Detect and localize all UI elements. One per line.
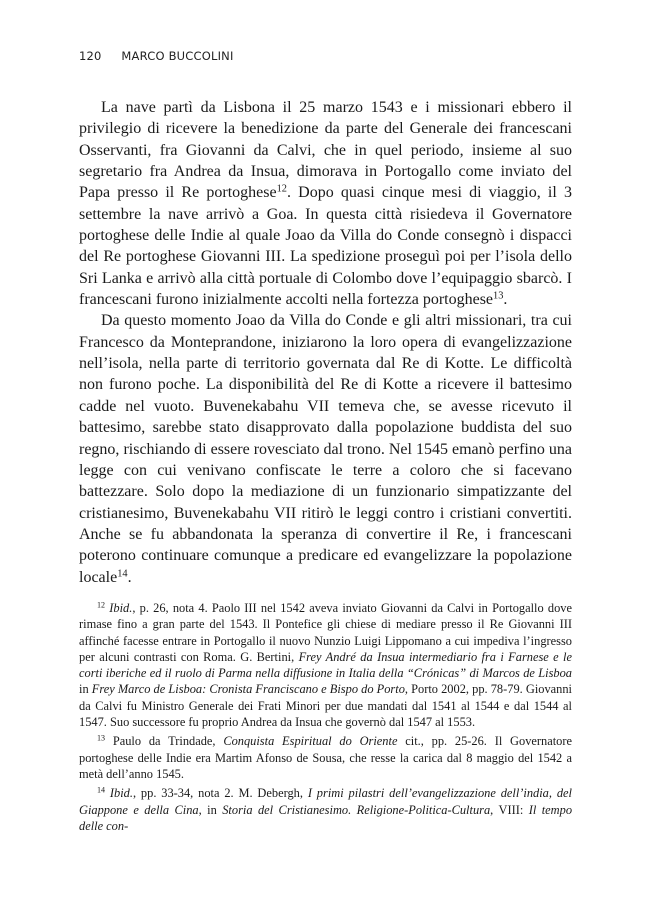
- footnote-text: , p. 26, nota 4. Paolo III nel 1542 aveva inviato Giovanni da Calvi in Portogallo dove rimase fino a gran parte del 1543. Il Pontefice gli chiese di mediare presso il Re Giovanni III affinché facesse entrare in Portogallo il nuovo Nunzio Luigi Lippomano a cui impediva l’ingresso per alcuni contrasti con Roma. G. Bertini,: [79, 601, 572, 664]
- footnote-text: , Porto 2002, pp. 78-79. Giovanni da Calvi fu Ministro Generale dei Frati Minori per due mandati dal 1541 al 1544 e dal 1544 al 1547. Suo successore fu proprio Andrea da Insua che governò dal 1547 al 1553.: [79, 682, 572, 730]
- text-run: . Dopo quasi cinque mesi di viaggio, il 3 settembre la nave arrivò a Goa. In questa città risiedeva il Governatore portoghese delle Indie al quale Joao da Villa do Conde consegnò i dispacci del Re portoghese Giovanni III. La spedizione proseguì poi per l’isola dello Sri Lanka e arrivò alla città portuale di Colombo dove l’equipaggio sbarcò. I francescani furono inizialmente accolti nella fortezza portoghese: [79, 184, 572, 309]
- text-run: .: [503, 291, 508, 309]
- footnote-text: in: [79, 682, 92, 697]
- footnote-number: 13: [97, 733, 106, 743]
- footnote-13: [79, 733, 572, 782]
- footnote-text: cit., pp. 25-26. Il Governatore portoghese delle Indie era Martim Afonso de Sousa, che resse la carica dal 8 maggio del 1542 a metà dell’anno 1545.: [79, 734, 572, 781]
- footnote-ibid: Ibid.: [109, 786, 133, 801]
- footnote-14: [79, 785, 572, 834]
- text-run: .: [127, 568, 132, 586]
- footnote-ibid: Ibid.: [109, 601, 133, 615]
- footnote-12: [79, 600, 572, 730]
- running-header: [79, 49, 234, 63]
- footnote-title: Frey André da Insua intermediario fra i Farnese e le corti iberiche ed il ruolo di Parma nella diffusione in Italia della “Crónicas” di Marcos de Lisboa: [79, 649, 572, 681]
- footnote-title: Conquista Espiritual do Oriente: [223, 734, 398, 749]
- footnote-text: , VIII:: [490, 802, 529, 817]
- footnote-title: Frey Marco de Lisboa: Cronista Franciscano e Bispo do Porto: [91, 682, 405, 697]
- paragraph-1: [79, 97, 572, 310]
- footnote-ref-14[interactable]: 14: [117, 567, 128, 579]
- footnote-text: Paulo da Trindade,: [105, 734, 224, 749]
- footnote-title: Il tempo delle con-: [79, 802, 573, 833]
- footnote-title: Storia del Cristianesimo. Religione-Politica-Cultura: [222, 802, 491, 817]
- footnote-number: 12: [97, 600, 106, 610]
- main-text: [79, 97, 572, 588]
- footnote-ref-12[interactable]: 12: [276, 183, 287, 195]
- paragraph-2: [79, 310, 572, 587]
- footnote-number: 14: [97, 785, 106, 795]
- text-run: Da questo momento Joao da Villa do Conde e gli altri missionari, tra cui Francesco da Monteprandone, iniziarono la loro opera di evangelizzazione nell’isola, nella parte di territorio governata dal Re di Kotte. Le difficoltà non furono poche. La disponibilità del Re di Kotte a ricevere il battesimo cadde nel vuoto. Buvenekabahu VII temeva che, se avesse ricevuto il battesimo, sarebbe stato disapprovato dalla popolazione buddista del suo regno, rischiando di essere rovesciato dal trono. Nel 1545 emanò perfino una legge con cui venivano confiscate le terre a coloro che si facevano battezzare. Solo dopo la mediazione di un funzionario simpatizzante del cristianesimo, Buvenekabahu VII ritirò le leggi contro i cristiani convertiti. Anche se fu abbandonata la speranza di convertire il Re, i francescani poterono continuare comunque a predicare ed evangelizzare la popolazione locale: [79, 312, 572, 586]
- footnote-title: I primi pilastri dell’evangelizzazione dell’india, del Giappone e della Cina: [79, 786, 572, 817]
- footnote-text: , pp. 33-34, nota 2. M. Debergh,: [132, 786, 308, 801]
- page-number: 120: [79, 49, 102, 63]
- running-author: MARCO BUCCOLINI: [121, 49, 234, 63]
- footnotes: [79, 600, 572, 837]
- text-run: La nave partì da Lisbona il 25 marzo 1543 e i missionari ebbero il privilegio di ricevere la benedizione da parte del Generale dei francescani Osservanti, fra Giovanni da Calvi, che in quel periodo, insieme al suo segretario fra Andrea da Insua, dimorava in Portogallo come inviato del Papa presso il Re portoghese: [79, 99, 572, 202]
- footnote-ref-13[interactable]: 13: [493, 290, 504, 302]
- footnote-text: , in: [198, 802, 223, 817]
